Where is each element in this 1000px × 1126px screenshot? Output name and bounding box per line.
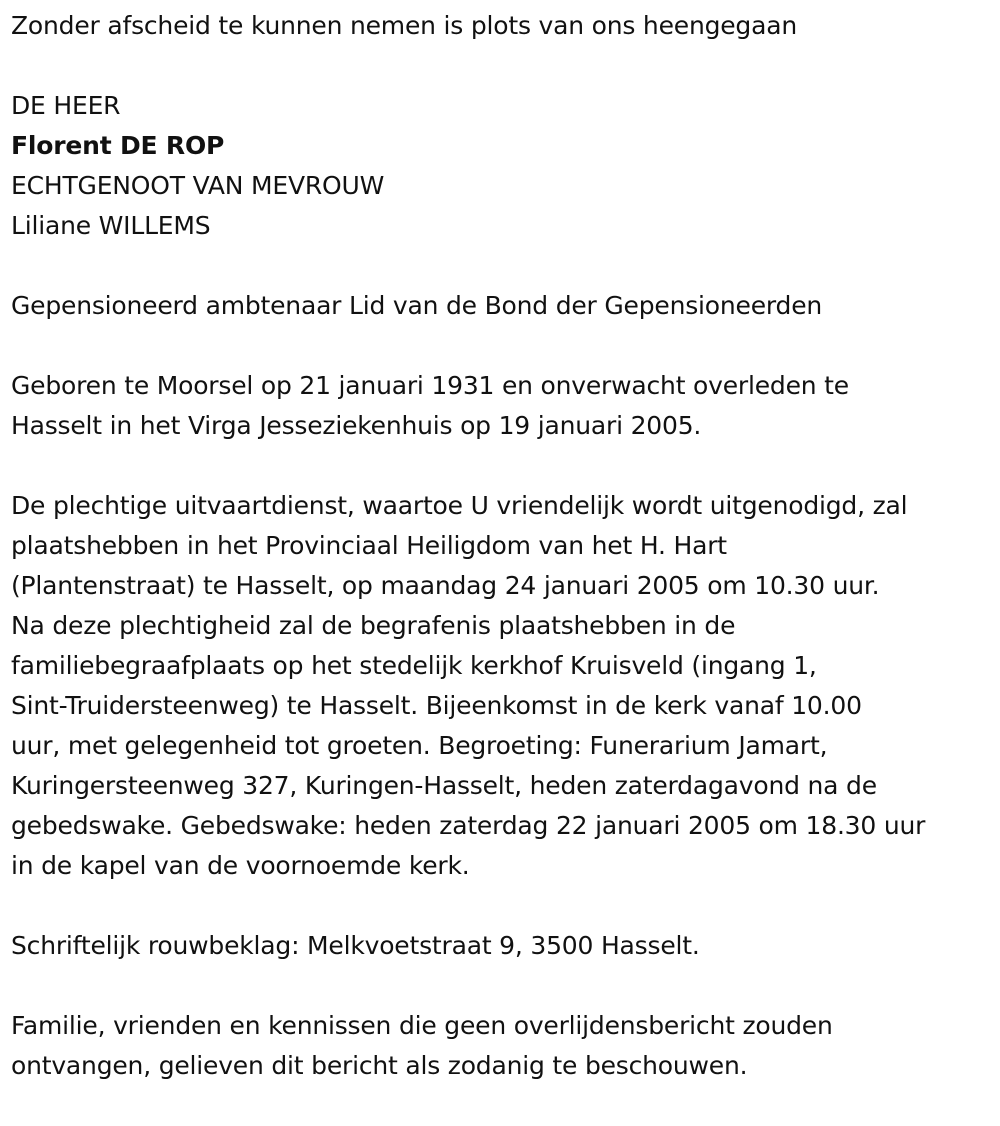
paragraph-line: ontvangen, gelieven dit bericht als zodanig te beschouwen. bbox=[11, 1051, 748, 1080]
title-prefix: DE HEER bbox=[11, 91, 121, 120]
intro-text: Zonder afscheid te kunnen nemen is plots van ons heengegaan bbox=[11, 11, 797, 40]
paragraph-line: gebedswake. Gebedswake: heden zaterdag 22 januari 2005 om 18.30 uur bbox=[11, 811, 926, 840]
spacer bbox=[11, 446, 991, 486]
paragraph-line: Kuringersteenweg 327, Kuringen-Hasselt, heden zaterdagavond na de bbox=[11, 771, 877, 800]
paragraph-line: (Plantenstraat) te Hasselt, op maandag 24 januari 2005 om 10.30 uur. bbox=[11, 571, 880, 600]
birth-death-paragraph bbox=[11, 366, 991, 446]
spacer bbox=[11, 326, 991, 366]
paragraph-line: Geboren te Moorsel op 21 januari 1931 en onverwacht overleden te bbox=[11, 371, 849, 400]
paragraph-line: uur, met gelegenheid tot groeten. Begroeting: Funerarium Jamart, bbox=[11, 731, 828, 760]
spacer bbox=[11, 46, 991, 86]
spacer bbox=[11, 246, 991, 286]
paragraph-line: Sint-Truidersteenweg) te Hasselt. Bijeenkomst in de kerk vanaf 10.00 bbox=[11, 691, 862, 720]
closing-paragraph bbox=[11, 1006, 991, 1086]
occupation-text: Gepensioneerd ambtenaar Lid van de Bond der Gepensioneerden bbox=[11, 291, 823, 320]
spouse-name: Liliane WILLEMS bbox=[11, 211, 211, 240]
paragraph-line: De plechtige uitvaartdienst, waartoe U vriendelijk wordt uitgenodigd, zal bbox=[11, 491, 908, 520]
spacer bbox=[11, 966, 991, 1006]
obituary-document bbox=[11, 6, 991, 1086]
paragraph-line: Familie, vrienden en kennissen die geen overlijdensbericht zouden bbox=[11, 1011, 833, 1040]
paragraph-line: in de kapel van de voornoemde kerk. bbox=[11, 851, 470, 880]
paragraph-line: plaatshebben in het Provinciaal Heiligdom van het H. Hart bbox=[11, 531, 727, 560]
condolences-text: Schriftelijk rouwbeklag: Melkvoetstraat 9, 3500 Hasselt. bbox=[11, 931, 700, 960]
spouse-prefix: ECHTGENOOT VAN MEVROUW bbox=[11, 171, 385, 200]
paragraph-line: Hasselt in het Virga Jesseziekenhuis op 19 januari 2005. bbox=[11, 411, 702, 440]
paragraph-line: familiebegraafplaats op het stedelijk kerkhof Kruisveld (ingang 1, bbox=[11, 651, 817, 680]
deceased-name: Florent DE ROP bbox=[11, 131, 225, 160]
ceremony-paragraph bbox=[11, 486, 991, 886]
paragraph-line: Na deze plechtigheid zal de begrafenis plaatshebben in de bbox=[11, 611, 736, 640]
spacer bbox=[11, 886, 991, 926]
